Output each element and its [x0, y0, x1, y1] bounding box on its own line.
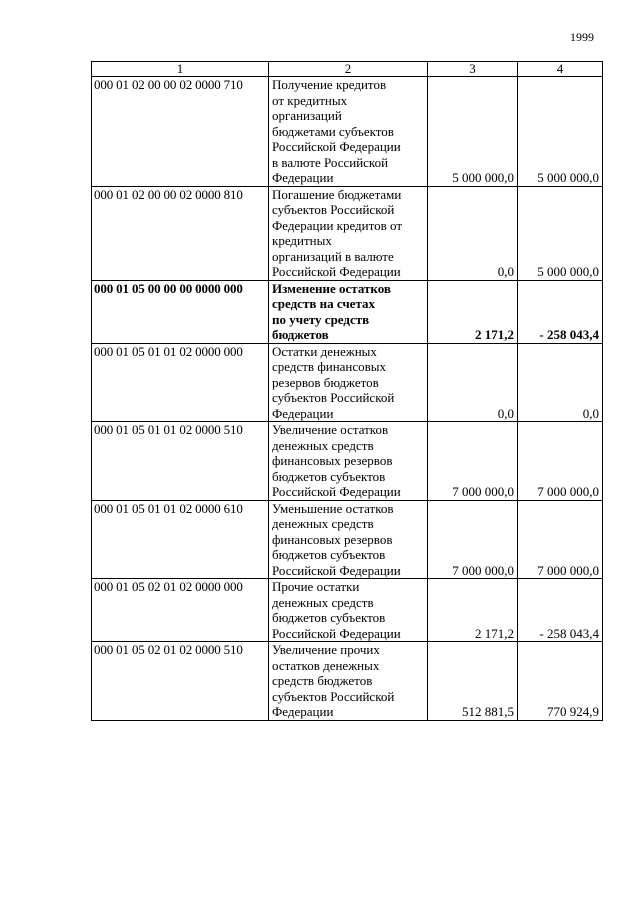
table-row [92, 280, 603, 343]
amount-col4-cell: - 258 043,4 [518, 579, 603, 642]
item-name-cell: Получение кредитов от кредитных организаций бюджетами субъектов Российской Федерации в валюте Российской Федерации [269, 77, 428, 187]
amount-col4-cell: 0,0 [518, 343, 603, 422]
table-row [92, 642, 603, 721]
amount-col3-cell: 2 171,2 [428, 280, 518, 343]
header-col-2: 2 [269, 62, 428, 77]
table-row [92, 186, 603, 280]
budget-code-cell: 000 01 05 01 01 02 0000 510 [92, 422, 269, 501]
amount-col3-cell: 7 000 000,0 [428, 500, 518, 579]
table-body [92, 77, 603, 721]
table-row [92, 77, 603, 187]
budget-code-cell: 000 01 02 00 00 02 0000 810 [92, 186, 269, 280]
budget-code-cell: 000 01 05 00 00 00 0000 000 [92, 280, 269, 343]
amount-col4-cell: 770 924,9 [518, 642, 603, 721]
amount-col3-cell: 5 000 000,0 [428, 77, 518, 187]
item-name-cell: Погашение бюджетами субъектов Российской Федерации кредитов от кредитных организаций в валюте Российской Федерации [269, 186, 428, 280]
table-row [92, 422, 603, 501]
table-header-row [92, 62, 603, 77]
budget-code-cell: 000 01 05 01 01 02 0000 610 [92, 500, 269, 579]
amount-col4-cell: 7 000 000,0 [518, 500, 603, 579]
item-name-cell: Увеличение прочих остатков денежных средств бюджетов субъектов Российской Федерации [269, 642, 428, 721]
header-col-4: 4 [518, 62, 603, 77]
header-col-3: 3 [428, 62, 518, 77]
budget-code-cell: 000 01 05 02 01 02 0000 510 [92, 642, 269, 721]
header-col-1: 1 [92, 62, 269, 77]
table-row [92, 500, 603, 579]
item-name-cell: Уменьшение остатков денежных средств финансовых резервов бюджетов субъектов Российской Федерации [269, 500, 428, 579]
amount-col4-cell: 7 000 000,0 [518, 422, 603, 501]
amount-col3-cell: 2 171,2 [428, 579, 518, 642]
amount-col3-cell: 0,0 [428, 186, 518, 280]
table-row [92, 579, 603, 642]
amount-col3-cell: 0,0 [428, 343, 518, 422]
page-number: 1999 [570, 30, 594, 44]
item-name-cell: Остатки денежных средств финансовых резервов бюджетов субъектов Российской Федерации [269, 343, 428, 422]
budget-sources-table [91, 61, 603, 721]
budget-code-cell: 000 01 05 02 01 02 0000 000 [92, 579, 269, 642]
amount-col4-cell: 5 000 000,0 [518, 186, 603, 280]
amount-col4-cell: 5 000 000,0 [518, 77, 603, 187]
amount-col3-cell: 512 881,5 [428, 642, 518, 721]
item-name-cell: Прочие остатки денежных средств бюджетов субъектов Российской Федерации [269, 579, 428, 642]
table-row [92, 343, 603, 422]
item-name-cell: Увеличение остатков денежных средств финансовых резервов бюджетов субъектов Российской Федерации [269, 422, 428, 501]
amount-col4-cell: - 258 043,4 [518, 280, 603, 343]
budget-code-cell: 000 01 05 01 01 02 0000 000 [92, 343, 269, 422]
budget-code-cell: 000 01 02 00 00 02 0000 710 [92, 77, 269, 187]
item-name-cell: Изменение остатков средств на счетах по учету средств бюджетов [269, 280, 428, 343]
amount-col3-cell: 7 000 000,0 [428, 422, 518, 501]
